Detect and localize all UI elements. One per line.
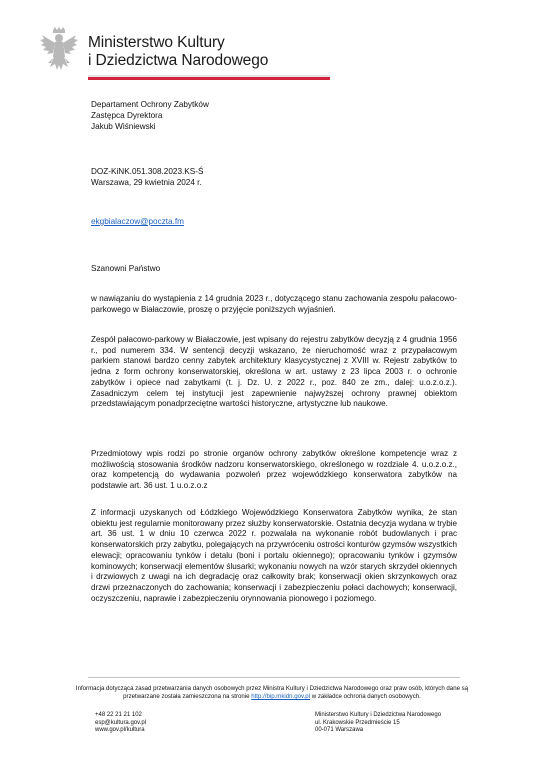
place-date: Warszawa, 29 kwietnia 2024 r.	[91, 178, 202, 187]
reference-block	[91, 166, 203, 188]
gdpr-suffix: w zakładce ochrona danych osobowych.	[311, 693, 421, 701]
body-paragraph-2: Zespół pałacowo-parkowy w Białaczowie, jest wpisany do rejestru zabytków decyzją z 4 grudnia 1956 r., pod numerem 334. W sentencji decyzji wskazano, że nieruchomość wraz z przypałacowym parkiem stanowi bardzo cenny zabytek architektury klasycystycznej z XVIII w. Rejestr zabytków to jedna z form ochrony konserwatorskiej, określona w art. ustawy z 23 lipca 2003 r. o ochronie zabytków i opiece nad zabytkami (t. j. Dz. U. z 2022 r., poz. 840 ze zm., dalej: u.o.z.o.z.). Zasadniczym celem tej instytucji jest zapewnienie najwyższej ochrony prawnej obiektom przedstawiającym ponadprzeciętne wartości historyczne, artystyczne lub naukowe.	[91, 335, 457, 409]
greeting: Szanowni Państwo	[91, 264, 161, 273]
address-block	[315, 712, 441, 735]
address-street: ul. Krakowskie Przedmieście 15	[315, 719, 400, 726]
gdpr-text: Informacja dotycząca zasad przetwarzania danych osobowych przez Ministra Kultury i Dziedzictwa Narodowego oraz praw osób, których dane są przetwarzane została zamieszczona na stronie	[75, 685, 469, 701]
sender-name: Jakub Wiśniewski	[91, 122, 156, 131]
address-city: 00-071 Warszawa	[315, 727, 364, 733]
gdpr-notice	[60, 685, 484, 701]
contact-info	[95, 712, 146, 735]
contact-phone: +48 22 21 21 102	[95, 712, 142, 718]
address-name: Ministerstwo Kultury i Dziedzictwa Narodowego	[315, 712, 442, 718]
contact-website: www.gov.pl/kultura	[95, 727, 145, 733]
reference-number: DOZ-KiNK.051.308.2023.KS-Ś	[91, 167, 204, 176]
body-paragraph-4: Z informacji uzyskanych od Łódzkiego Wojewódzkiego Konserwatora Zabytków wynika, że stan obiektu jest regularnie monitorowany przez służby konserwatorskie. Ostatnia decyzja wydana w trybie art. 36 ust. 1 w dniu 10 czerwca 2022 r. pozwalała na wykonanie robót budowlanych i prac konserwatorskich przy zabytku, polegających na przywróceniu ostrości konturów gzymsów wszystkich elewacji; opracowaniu tynków i detalu (boni i portalu okiennego); opracowaniu tynków i gzymsów kominowych; konserwacji elementów ślusarki; wykonaniu nowych na wzór starych skrzydeł okiennych i drzwiowych z uwagi na ich degradację oraz całkowity brak; konserwacji okien skrzynkowych oraz drzwi przeznaczonych do zachowania; konserwacji i zabezpieczeniu połaci dachowych; konserwacji, oczyszczeniu, naprawie i zabezpieczeniu orynnowania pionowego i poziomego.	[91, 508, 457, 603]
bip-link[interactable]: http://bip.mkidn.gov.pl	[251, 693, 311, 701]
body-paragraph-1: w nawiązaniu do wystąpienia z 14 grudnia 2023 r., dotyczącego stanu zachowania zespołu pałacowo-parkowego w Białaczowie, proszę o przyjęcie poniższych wyjaśnień.	[91, 294, 457, 314]
ministry-name	[88, 34, 268, 70]
contact-email: esp@kultura.gov.pl	[95, 719, 147, 726]
polish-eagle-emblem-icon	[40, 27, 78, 73]
sender-position: Zastępca Dyrektora	[91, 111, 163, 120]
ministry-name-line2: i Dziedzictwa Narodowego	[88, 52, 269, 69]
flag-red-stripe	[88, 77, 330, 80]
flag-stripe	[88, 75, 330, 80]
letterhead	[40, 25, 500, 87]
recipient-email-link[interactable]: ekgbialaczow@poczta.fm	[91, 217, 184, 226]
sender-department: Departament Ochrony Zabytków	[91, 100, 209, 109]
ministry-name-line1: Ministerstwo Kultury	[88, 34, 225, 51]
sender-block	[91, 99, 209, 132]
body-paragraph-3: Przedmiotowy wpis rodzi po stronie organów ochrony zabytków określone kompetencje wraz z możliwością stosowania środków nadzoru konserwatorskiego, określonego w rozdziale 4. u.o.z.o.z., oraz kompetencją do wydawania pozwoleń przez wojewódzkiego konserwatora zabytków na podstawie art. 36 ust. 1 u.o.z.o.z	[91, 449, 457, 491]
footer-divider	[88, 677, 460, 678]
